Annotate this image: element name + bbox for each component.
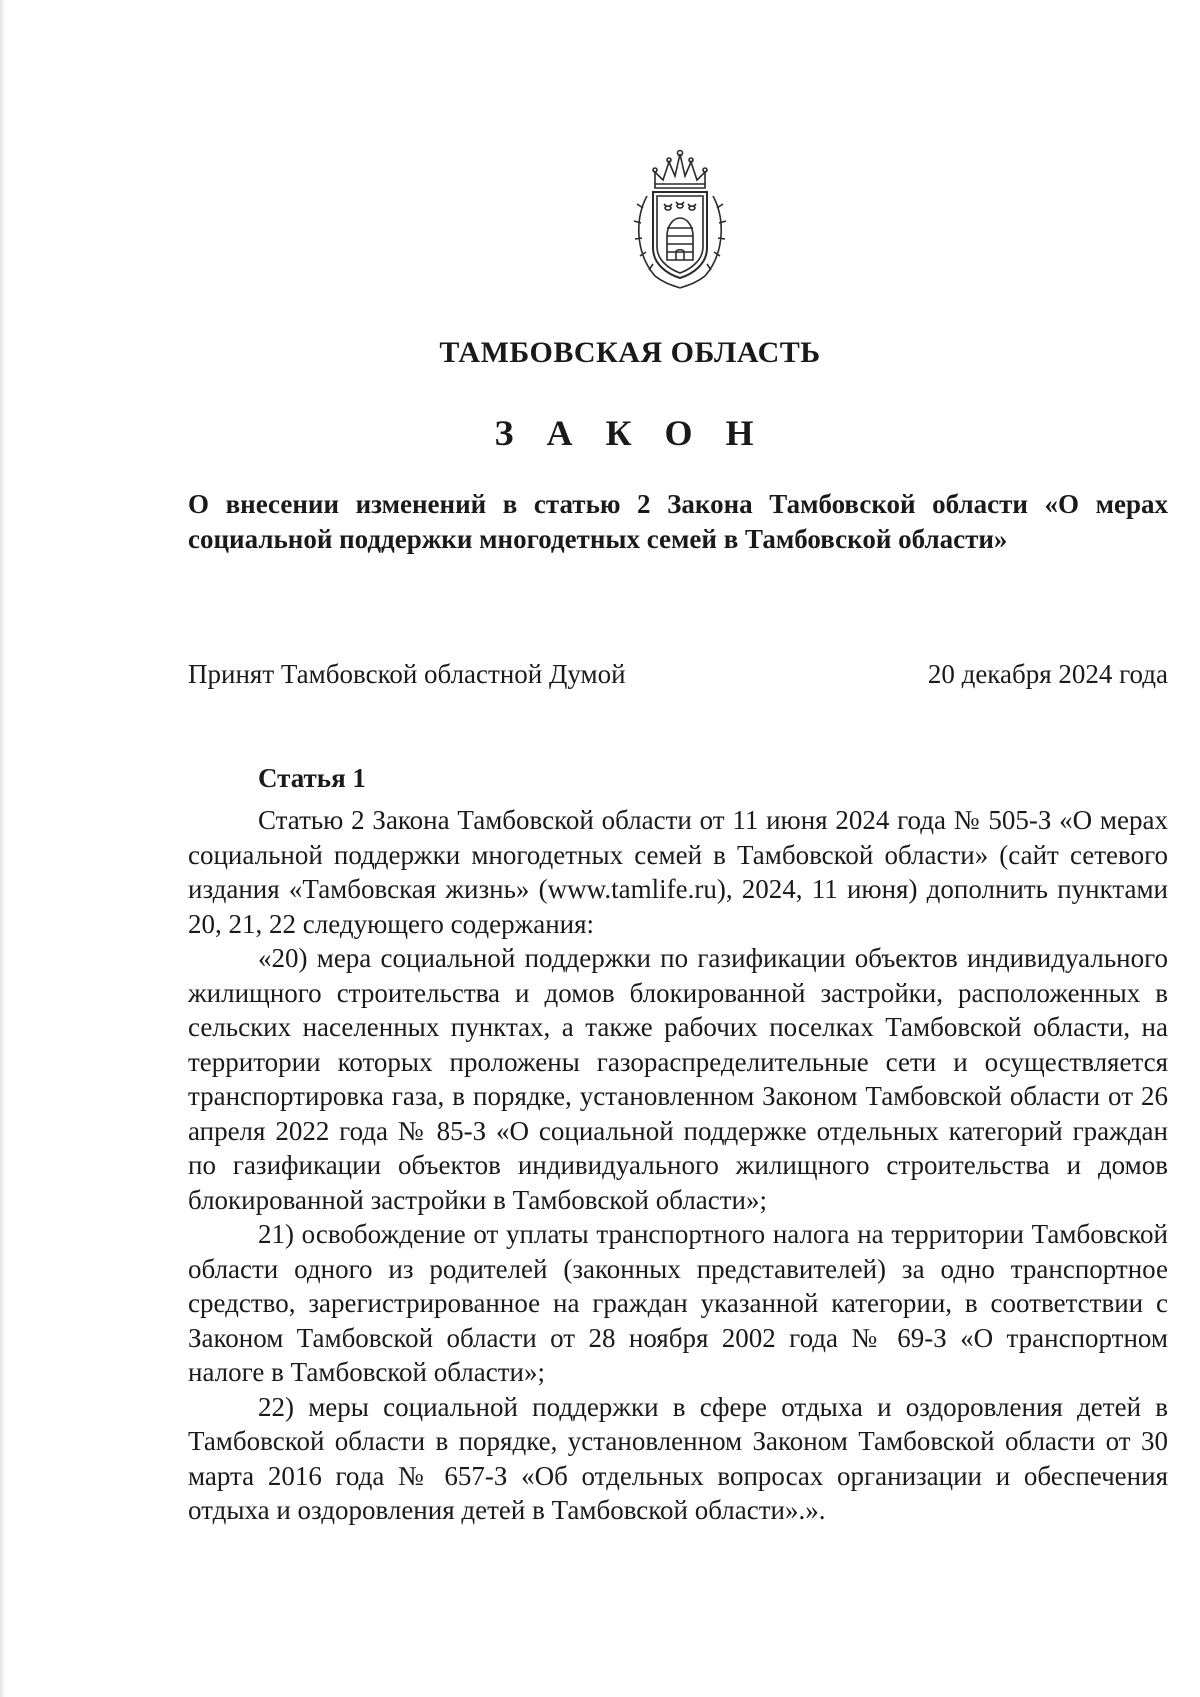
document-type: З А К О Н	[494, 413, 766, 453]
article-paragraph: 21) освобождение от уплаты транспортного налога на территории Тамбовской области одного из родителей (законных представителей) за одно транспортное средство, зарегистрированное на граждан указанной категории, в соответствии с Законом Тамбовской области от 28 ноября 2002 года № 69-З «О транспортном налоге в Тамбовской области»;	[188, 1219, 1168, 1387]
adoption-date: 20 декабря 2024 года	[927, 659, 1168, 689]
region-heading: ТАМБОВСКАЯ ОБЛАСТЬ	[439, 336, 821, 369]
article-body	[188, 803, 1168, 1528]
article-paragraph: Статью 2 Закона Тамбовской области от 11 июня 2024 года № 505-З «О мерах социальной поддержки многодетных семей в Тамбовской области» (сайт сетевого издания «Тамбовская жизнь» (www.tamlife.ru), 2024, 11 июня) дополнить пунктами 20, 21, 22 следующего содержания:	[188, 805, 1168, 939]
coat-of-arms-icon	[625, 148, 735, 290]
law-title: О внесении изменений в статью 2 Закона Тамбовской области «О мерах социальной поддержки многодетных семей в Тамбовской области»	[188, 489, 1168, 554]
scan-edge	[0, 0, 6, 1697]
article-heading: Статья 1	[258, 763, 366, 793]
adopted-by: Принят Тамбовской областной Думой	[188, 659, 626, 689]
article-paragraph: 22) меры социальной поддержки в сфере отдыха и оздоровления детей в Тамбовской области в порядке, установленном Законом Тамбовской области от 30 марта 2016 года № 657-З «Об отдельных вопросах организации и обеспечения отдыха и оздоровления детей в Тамбовской области».».	[188, 1391, 1168, 1525]
article-paragraph: «20) мера социальной поддержки по газификации объектов индивидуального жилищного строительства и домов блокированной застройки, расположенных в сельских населенных пунктах, а также рабочих поселках Тамбовской области, на территории которых проложены газораспределительные сети и осуществляется транспортировка газа, в порядке, установленном Законом Тамбовской области от 26 апреля 2022 года № 85-З «О социальной поддержке отдельных категорий граждан по газификации объектов индивидуального жилищного строительства и домов блокированной застройки в Тамбовской области»;	[188, 943, 1168, 1215]
